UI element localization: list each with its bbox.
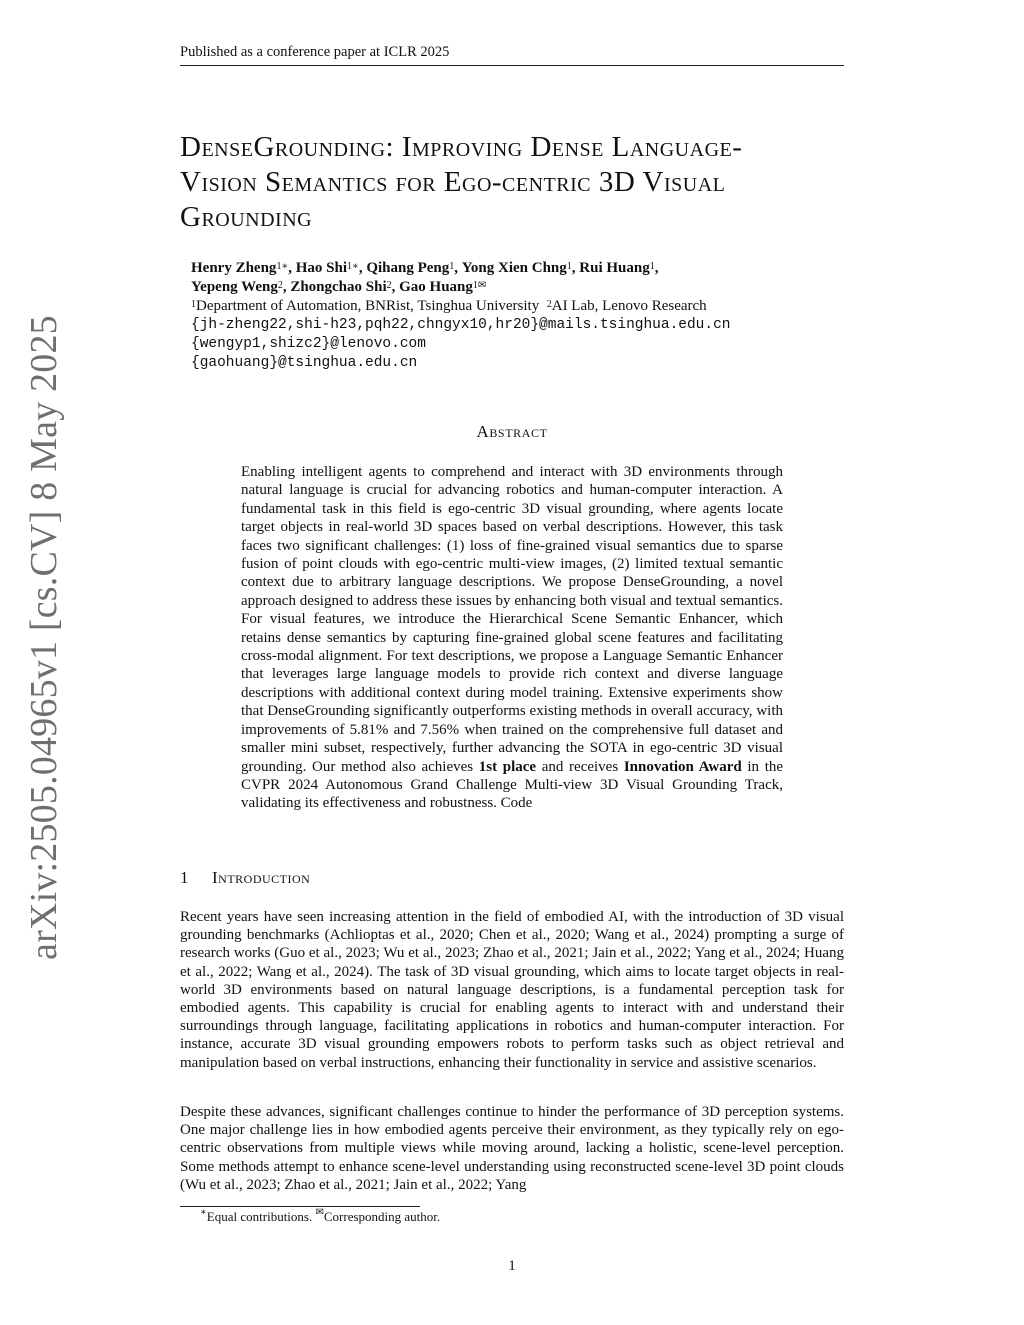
author-name: Gao Huang [399, 279, 473, 295]
author-name: Yong Xien Chng [461, 260, 567, 276]
affiliations [191, 297, 831, 316]
abstract-heading: Abstract [476, 422, 548, 441]
abstract-text: and receives [541, 758, 619, 775]
abstract-bold-award: Innovation Award [623, 758, 742, 775]
title-line-1: DenseGrounding: Improving Dense Language- [180, 131, 743, 163]
author-block [191, 259, 831, 373]
author-name: Zhongchao Shi [290, 279, 387, 295]
author-line-2: Yepeng Weng$^2$, Zhongchao Shi$^2$, Gao Huang$^{1✉}$ [191, 279, 487, 295]
author-sup: 2 [386, 280, 392, 291]
affiliation-sup: 2 [546, 299, 552, 310]
paper-title [180, 130, 850, 235]
intro-paragraph-1: Recent years have seen increasing attention in the field of embodied AI, with the introduction of 3D visual grounding benchmarks (Achlioptas et al., 2020; Chen et al., 2020; Wang et al., 2024) prompting a surge of research works (Guo et al., 2023; Wu et al., 2023; Zhao et al., 2021; Jain et al., 2022; Yang et al., 2024; Huang et al., 2022; Wang et al., 2024). The task of 3D visual grounding, which aims to locate target objects in real-world 3D environments based on natural language descriptions, is a fundamental perception task for embodied agents. This capability is crucial for enabling agents to interact with and understand their surroundings through language, facilitating applications in robotics and human-computer interaction. For instance, accurate 3D visual grounding empowers robots to perform tasks such as object retrieval and manipulation based on verbal instructions, enhancing their functionality in service and assistive scenarios. [180, 909, 844, 1071]
abstract-body [241, 463, 783, 813]
section-heading-introduction [180, 868, 310, 888]
author-sup: 1 [649, 261, 655, 272]
author-name: Henry Zheng [191, 260, 277, 276]
section-number: 1 [180, 868, 189, 887]
author-sup: 1∗ [276, 261, 289, 272]
author-sup: 1 [566, 261, 572, 272]
affiliation-2: AI Lab, Lenovo Research [551, 298, 707, 314]
page-number: 1 [508, 1258, 516, 1274]
author-sup: 1✉ [472, 280, 487, 291]
header-divider [180, 65, 844, 66]
footnote-text: Equal contributions. [206, 1209, 313, 1224]
author-name: Qihang Peng [366, 260, 450, 276]
author-name: Rui Huang [579, 260, 650, 276]
email-line-1[interactable]: {jh-zheng22,shi-h23,pqh22,chngyx10,hr20}@mails.tsinghua.edu.cn [191, 317, 731, 333]
author-sup: 1 [449, 261, 455, 272]
intro-paragraph-2: Despite these advances, significant challenges continue to hinder the performance of 3D perception systems. One major challenge lies in how embodied agents perceive their environment, as they typically rely on ego-centric observations from multiple views while moving around, lacking a holistic, scene-level perception. Some methods attempt to enhance scene-level understanding using reconstructed scene-level 3D point clouds (Wu et al., 2023; Zhao et al., 2021; Jain et al., 2022; Yang [180, 1104, 844, 1193]
email-line-3[interactable]: {gaohuang}@tsinghua.edu.cn [191, 355, 418, 371]
author-sup: 1∗ [347, 261, 359, 272]
abstract-bold-first-place: 1st place [478, 758, 537, 775]
footnote-sup: ∗ [200, 1207, 207, 1218]
author-line-1: Henry Zheng$^{1∗}$, Hao Shi$^{1∗}$, Qihang Peng$^1$, Yong Xien Chng$^1$, Rui Huang$^1$, [191, 260, 659, 276]
venue-header: Published as a conference paper at ICLR 2025 [180, 44, 450, 60]
author-name: Yepeng Weng [191, 279, 278, 295]
author-sup: 2 [277, 280, 283, 291]
footnote-text: Corresponding author. [323, 1209, 441, 1224]
abstract-text: Enabling intelligent agents to comprehend and interact with 3D environments through natural language is crucial for advancing robotics and human-computer interaction. A fundamental task in this field is ego-centric 3D visual grounding, where agents locate target objects in real-world 3D spaces based on verbal descriptions. However, this task faces two significant challenges: (1) loss of fine-grained visual semantics due to sparse fusion of point clouds with ego-centric multi-view images, (2) limited textual semantic context due to arbitrary language descriptions. We propose DenseGrounding, a novel approach designed to address these issues by enhancing both visual and textual semantics. For visual features, we introduce the Hierarchical Scene Semantic Enhancer, which retains dense semantics by capturing fine-grained global scene features and facilitating cross-modal alignment. For text descriptions, we propose a Language Semantic Enhancer that leverages large language models to provide rich context and diverse language descriptions with additional context during model training. Extensive experiments show that DenseGrounding significantly outperforms existing methods in overall accuracy, with improvements of 5.81% and 7.56% when trained on the comprehensive full dataset and smaller mini subset, respectively, further advancing the SOTA in ego-centric 3D visual grounding. Our method also achieves [241, 464, 783, 775]
footnote-divider [180, 1206, 420, 1207]
affiliation-sup: 1 [191, 299, 196, 310]
footnote-sup: ✉ [315, 1207, 324, 1218]
arxiv-stamp: arXiv:2505.04965v1 [cs.CV] 8 May 2025 [23, 315, 65, 960]
title-line-3: Grounding [180, 201, 313, 233]
title-line-2: Vision Semantics for Ego-centric 3D Visual [180, 166, 726, 198]
abstract-text: in the CVPR 2024 Autonomous Grand Challenge Multi-view 3D Visual Grounding Track, validating its effectiveness and robustness. Code [241, 758, 784, 812]
section-title: Introduction [212, 868, 311, 887]
affiliation-1: Department of Automation, BNRist, Tsinghua University [196, 298, 540, 314]
author-name: Hao Shi [295, 260, 348, 276]
email-line-2[interactable]: {wengyp1,shizc2}@lenovo.com [191, 336, 426, 352]
footnote [200, 1209, 440, 1225]
